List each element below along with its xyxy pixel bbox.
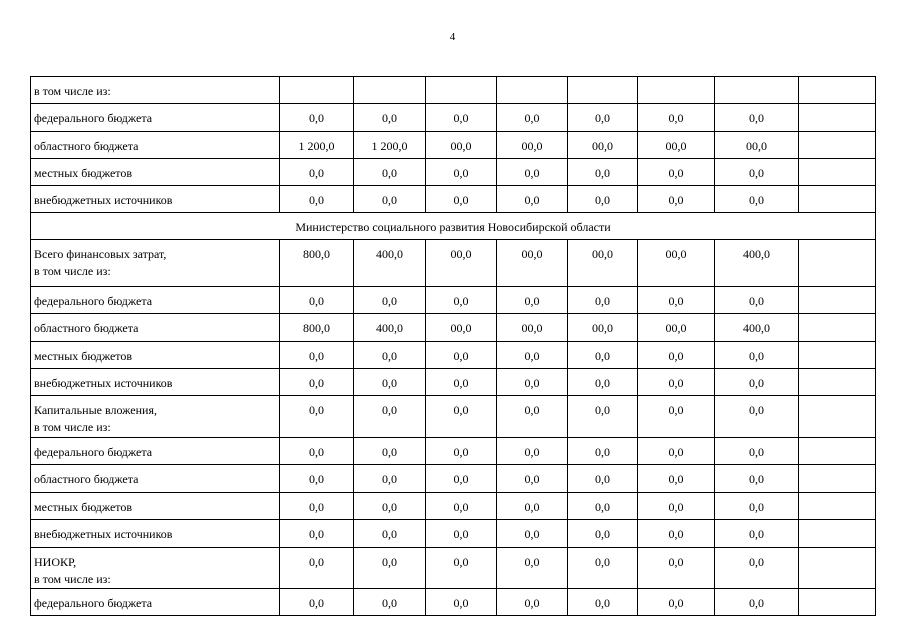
row-label: внебюджетных источников — [31, 520, 280, 548]
value-cell: 00,0 — [426, 240, 497, 287]
row-label — [31, 396, 280, 438]
value-cell: 0,0 — [638, 438, 715, 465]
row-label: федерального бюджета — [31, 104, 280, 132]
value-cell: 0,0 — [497, 589, 568, 616]
row-label: местных бюджетов — [31, 159, 280, 186]
value-cell — [799, 314, 876, 342]
row-label: федерального бюджета — [31, 589, 280, 616]
value-cell: 0,0 — [638, 396, 715, 438]
value-cell: 0,0 — [638, 369, 715, 396]
value-cell: 0,0 — [354, 159, 426, 186]
row-label: областного бюджета — [31, 314, 280, 342]
value-cell: 0,0 — [426, 104, 497, 132]
value-cell — [799, 369, 876, 396]
table-row — [31, 438, 876, 465]
page-number: 4 — [449, 31, 456, 43]
table-row — [31, 369, 876, 396]
value-cell — [799, 465, 876, 493]
value-cell: 0,0 — [638, 465, 715, 493]
value-cell: 00,0 — [638, 132, 715, 159]
value-cell: 0,0 — [497, 287, 568, 314]
value-cell: 0,0 — [638, 493, 715, 520]
value-cell: 0,0 — [497, 438, 568, 465]
value-cell: 0,0 — [354, 465, 426, 493]
value-cell: 0,0 — [497, 159, 568, 186]
table-row — [31, 342, 876, 369]
value-cell: 0,0 — [354, 287, 426, 314]
value-cell: 00,0 — [568, 240, 638, 287]
table-row — [31, 493, 876, 520]
value-cell: 00,0 — [426, 132, 497, 159]
value-cell — [799, 520, 876, 548]
value-cell: 0,0 — [638, 589, 715, 616]
row-label-line: Капитальные вложения, — [34, 403, 157, 417]
value-cell: 0,0 — [638, 520, 715, 548]
value-cell: 0,0 — [568, 493, 638, 520]
value-cell: 0,0 — [715, 589, 799, 616]
value-cell: 0,0 — [715, 438, 799, 465]
value-cell: 0,0 — [638, 548, 715, 589]
row-label: в том числе из: — [31, 77, 280, 104]
value-cell: 0,0 — [568, 396, 638, 438]
value-cell: 0,0 — [354, 438, 426, 465]
value-cell: 400,0 — [354, 240, 426, 287]
value-cell: 1 200,0 — [280, 132, 354, 159]
row-label-line: в том числе из: — [34, 264, 111, 278]
value-cell: 0,0 — [426, 369, 497, 396]
value-cell — [426, 77, 497, 104]
value-cell — [715, 77, 799, 104]
table-row — [31, 132, 876, 159]
value-cell: 0,0 — [568, 438, 638, 465]
value-cell: 0,0 — [426, 548, 497, 589]
value-cell: 00,0 — [497, 240, 568, 287]
row-label-line: в том числе из: — [34, 572, 111, 586]
value-cell: 0,0 — [280, 104, 354, 132]
value-cell: 0,0 — [426, 396, 497, 438]
value-cell: 0,0 — [497, 369, 568, 396]
value-cell: 0,0 — [497, 186, 568, 213]
value-cell: 0,0 — [280, 589, 354, 616]
value-cell: 0,0 — [715, 520, 799, 548]
table-row — [31, 314, 876, 342]
table-row — [31, 396, 876, 438]
value-cell: 0,0 — [568, 548, 638, 589]
value-cell — [799, 548, 876, 589]
value-cell: 0,0 — [280, 396, 354, 438]
value-cell: 00,0 — [715, 132, 799, 159]
value-cell: 0,0 — [354, 548, 426, 589]
row-label-line: Всего финансовых затрат, — [34, 247, 167, 261]
row-label-line: в том числе из: — [34, 420, 111, 434]
value-cell: 0,0 — [568, 186, 638, 213]
value-cell: 0,0 — [426, 438, 497, 465]
table-row — [31, 589, 876, 616]
value-cell: 0,0 — [426, 493, 497, 520]
table-row — [31, 159, 876, 186]
value-cell: 0,0 — [568, 465, 638, 493]
value-cell: 400,0 — [715, 240, 799, 287]
value-cell — [638, 77, 715, 104]
value-cell: 0,0 — [497, 493, 568, 520]
value-cell: 0,0 — [280, 520, 354, 548]
value-cell: 0,0 — [426, 287, 497, 314]
value-cell — [799, 342, 876, 369]
value-cell — [354, 77, 426, 104]
value-cell: 0,0 — [280, 342, 354, 369]
value-cell: 0,0 — [497, 520, 568, 548]
value-cell — [799, 287, 876, 314]
value-cell: 0,0 — [426, 159, 497, 186]
value-cell: 0,0 — [715, 342, 799, 369]
value-cell — [799, 493, 876, 520]
value-cell: 0,0 — [354, 104, 426, 132]
value-cell: 800,0 — [280, 314, 354, 342]
value-cell: 0,0 — [280, 548, 354, 589]
value-cell — [799, 104, 876, 132]
row-label: областного бюджета — [31, 465, 280, 493]
value-cell: 0,0 — [497, 104, 568, 132]
row-label: областного бюджета — [31, 132, 280, 159]
value-cell: 0,0 — [497, 548, 568, 589]
section-header-row — [31, 213, 876, 240]
value-cell: 00,0 — [568, 314, 638, 342]
row-label: федерального бюджета — [31, 438, 280, 465]
value-cell: 800,0 — [280, 240, 354, 287]
table-row — [31, 548, 876, 589]
value-cell: 0,0 — [715, 465, 799, 493]
value-cell: 400,0 — [354, 314, 426, 342]
value-cell: 0,0 — [426, 589, 497, 616]
value-cell: 00,0 — [568, 132, 638, 159]
value-cell: 0,0 — [568, 104, 638, 132]
section-header: Министерство социального развития Новосибирской области — [31, 213, 876, 240]
row-label — [31, 240, 280, 287]
value-cell: 0,0 — [280, 159, 354, 186]
table-row — [31, 520, 876, 548]
value-cell: 0,0 — [354, 342, 426, 369]
value-cell: 400,0 — [715, 314, 799, 342]
value-cell: 0,0 — [354, 396, 426, 438]
value-cell: 0,0 — [568, 369, 638, 396]
table-row — [31, 465, 876, 493]
value-cell: 0,0 — [426, 186, 497, 213]
value-cell: 0,0 — [715, 493, 799, 520]
value-cell: 0,0 — [497, 465, 568, 493]
value-cell: 0,0 — [280, 465, 354, 493]
table-row — [31, 104, 876, 132]
value-cell: 0,0 — [568, 287, 638, 314]
value-cell: 0,0 — [280, 186, 354, 213]
value-cell: 0,0 — [354, 520, 426, 548]
value-cell: 00,0 — [497, 132, 568, 159]
value-cell: 0,0 — [497, 342, 568, 369]
value-cell: 0,0 — [568, 520, 638, 548]
value-cell — [799, 186, 876, 213]
value-cell: 0,0 — [426, 520, 497, 548]
value-cell — [799, 589, 876, 616]
value-cell — [280, 77, 354, 104]
value-cell: 0,0 — [280, 438, 354, 465]
row-label: внебюджетных источников — [31, 369, 280, 396]
value-cell: 0,0 — [354, 369, 426, 396]
value-cell: 0,0 — [280, 369, 354, 396]
value-cell: 0,0 — [280, 493, 354, 520]
value-cell: 00,0 — [426, 314, 497, 342]
row-label-line: НИОКР, — [34, 555, 77, 569]
value-cell — [799, 240, 876, 287]
value-cell: 0,0 — [715, 396, 799, 438]
value-cell — [497, 77, 568, 104]
row-label: федерального бюджета — [31, 287, 280, 314]
value-cell — [568, 77, 638, 104]
table-row — [31, 240, 876, 287]
row-label: внебюджетных источников — [31, 186, 280, 213]
value-cell: 0,0 — [715, 104, 799, 132]
value-cell: 0,0 — [280, 287, 354, 314]
table-row — [31, 186, 876, 213]
value-cell — [799, 438, 876, 465]
value-cell: 0,0 — [638, 104, 715, 132]
row-label: местных бюджетов — [31, 342, 280, 369]
value-cell: 0,0 — [354, 493, 426, 520]
value-cell: 0,0 — [354, 186, 426, 213]
value-cell: 0,0 — [715, 186, 799, 213]
value-cell: 0,0 — [638, 159, 715, 186]
value-cell: 0,0 — [426, 465, 497, 493]
value-cell — [799, 77, 876, 104]
budget-table — [30, 76, 876, 616]
value-cell: 0,0 — [638, 342, 715, 369]
value-cell: 0,0 — [715, 369, 799, 396]
value-cell: 0,0 — [354, 589, 426, 616]
value-cell: 0,0 — [638, 186, 715, 213]
value-cell: 0,0 — [568, 342, 638, 369]
value-cell: 00,0 — [638, 240, 715, 287]
value-cell — [799, 132, 876, 159]
value-cell: 00,0 — [497, 314, 568, 342]
value-cell: 0,0 — [497, 396, 568, 438]
value-cell: 0,0 — [715, 159, 799, 186]
value-cell: 0,0 — [715, 548, 799, 589]
table-row — [31, 77, 876, 104]
value-cell: 00,0 — [638, 314, 715, 342]
row-label: местных бюджетов — [31, 493, 280, 520]
table-row — [31, 287, 876, 314]
row-label — [31, 548, 280, 589]
value-cell — [799, 159, 876, 186]
value-cell: 1 200,0 — [354, 132, 426, 159]
value-cell: 0,0 — [638, 287, 715, 314]
value-cell: 0,0 — [715, 287, 799, 314]
value-cell: 0,0 — [568, 589, 638, 616]
value-cell: 0,0 — [426, 342, 497, 369]
value-cell: 0,0 — [568, 159, 638, 186]
value-cell — [799, 396, 876, 438]
